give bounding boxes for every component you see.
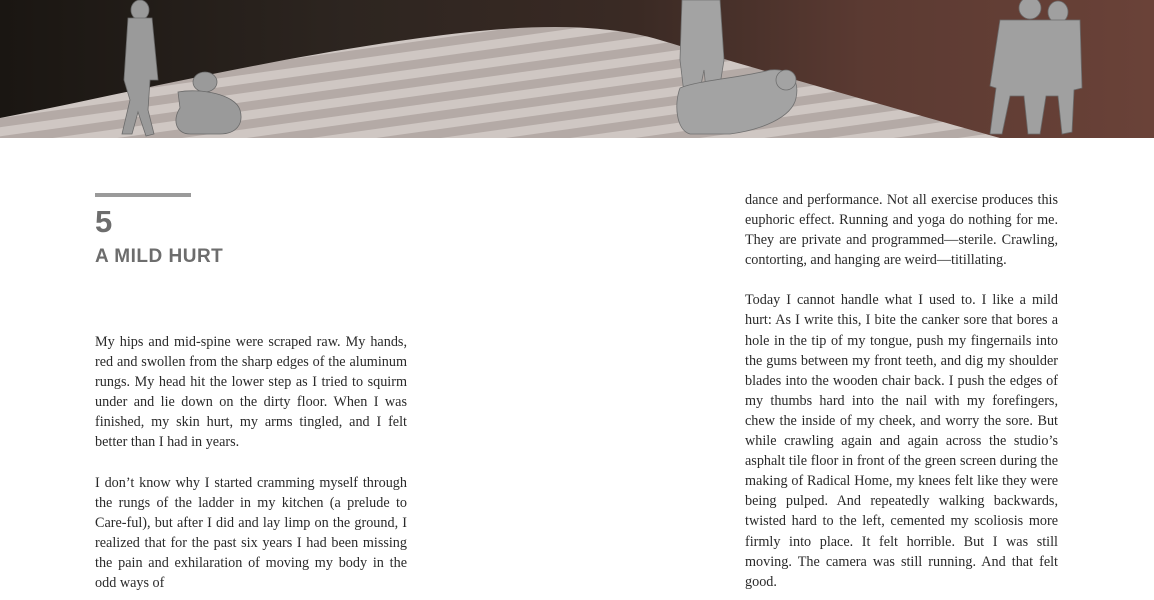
- banner-illustration: [0, 0, 1154, 138]
- chapter-number: 5: [95, 204, 113, 239]
- header-photo-banner: [0, 0, 1154, 138]
- right-text-column: [745, 190, 1058, 592]
- right-paragraph-1: dance and performance. Not all exercise produces this euphoric effect. Running and yoga do nothing for me. They are private and programmed—sterile. Crawling, contorting, and hanging are weird—titillating.: [745, 192, 1058, 269]
- chapter-title: A MILD HURT: [95, 246, 224, 267]
- right-paragraph-2: Today I cannot handle what I used to. I like a mild hurt: As I write this, I bite the canker sore that bores a hole in the tip of my tongue, push my fingernails into the gums between my front teeth, and dig my shoulder blades into the wooden chair back. I push the edges of my thumbs hard into the nail with my forefingers, chew the inside of my cheek, and worry the sore. But while crawling again and again across the studio’s asphalt tile floor in front of the green screen during the making of Radical Home, my knees felt like they were being pulped. And repeatedly walking backwards, twisted hard to the left, cemented my scoliosis more firmly into place. It felt horrible. But I was still moving. The camera was still running. And that felt good.: [745, 292, 1058, 590]
- left-text-column: [95, 332, 407, 593]
- left-paragraph-1: My hips and mid-spine were scraped raw. My hands, red and swollen from the sharp edges of the aluminum rungs. My head hit the lower step as I tried to squirm under and lie down on the dirty floor. When I was finished, my skin hurt, my arms tingled, and I felt better than I had in years.: [95, 334, 407, 451]
- chapter-rule: [95, 193, 191, 197]
- figure-group-left: [122, 0, 241, 136]
- chapter-heading-block: [95, 193, 407, 268]
- left-paragraph-2: I don’t know why I started cramming myself through the rungs of the ladder in my kitchen (a prelude to Care-ful), but after I did and lay limp on the ground, I realized that for the past six years I had been missing the pain and exhilaration of moving my body in the odd ways of: [95, 474, 407, 592]
- figure-group-right: [990, 0, 1082, 134]
